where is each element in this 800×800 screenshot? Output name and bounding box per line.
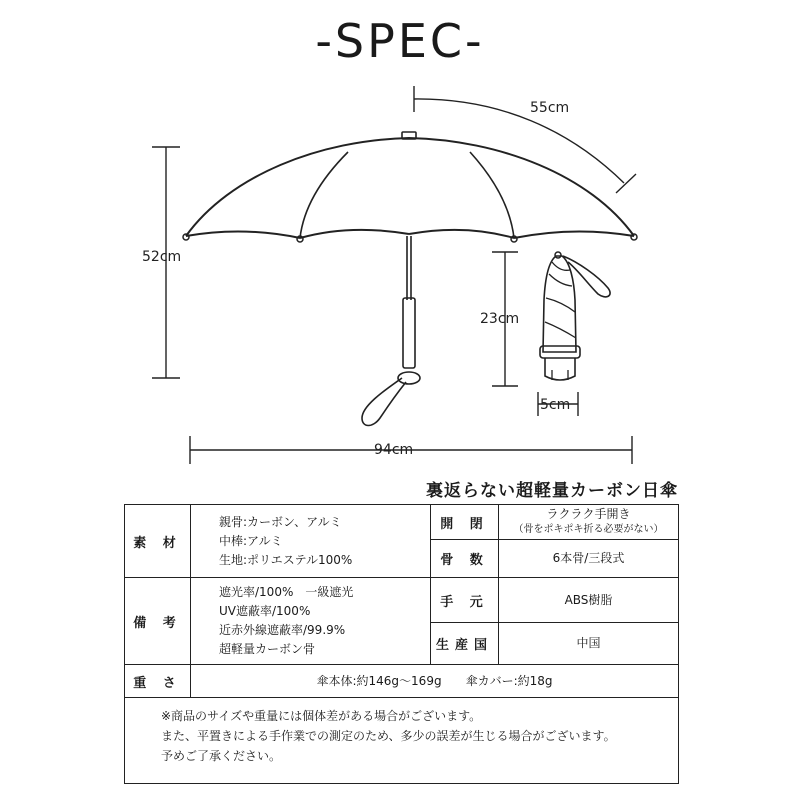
folded-width-label: 5cm	[540, 397, 571, 413]
grip-value: ABS樹脂	[499, 578, 679, 623]
material-line: 中棒:アルミ	[219, 533, 283, 548]
material-line: 生地:ポリエステル100%	[219, 552, 353, 567]
material-label: 素 材	[125, 505, 191, 578]
notes-line: 超軽量カーボン骨	[219, 642, 316, 656]
open-label: 開 閉	[431, 505, 499, 540]
canopy-bottom-mid-left	[300, 230, 409, 238]
disclaimer-line: また、平置きによる手作業での測定のため、多少の誤差が生じる場合がございます。	[161, 729, 616, 743]
open-value	[499, 505, 679, 540]
notes-value	[191, 578, 431, 665]
open-value-note: （骨をポキポキ折る必要がない）	[513, 524, 664, 535]
grip-label: 手 元	[431, 578, 499, 623]
canopy-bottom-left	[186, 231, 300, 238]
page-title: -SPEC-	[315, 14, 485, 68]
folded-handle	[545, 358, 575, 380]
material-value	[191, 505, 431, 578]
spec-table	[124, 504, 679, 784]
notes-line: UV遮蔽率/100%	[219, 604, 311, 618]
ribs-value: 6本骨/三段式	[499, 540, 679, 578]
height-dimension-label: 52cm	[142, 249, 182, 265]
notes-label: 備 考	[125, 578, 191, 665]
disclaimer-line: 予めご了承ください。	[161, 749, 282, 763]
span-dimension-label: 94cm	[374, 442, 414, 458]
weight-label: 重 さ	[125, 665, 191, 698]
product-name: 裏返らない超軽量カーボン日傘	[426, 481, 678, 501]
notes-line: 近赤外線遮蔽率/99.9%	[219, 623, 346, 637]
notes-line: 遮光率/100% 一級遮光	[219, 585, 354, 599]
open-value-main: ラクラク手開き	[546, 507, 631, 521]
wrist-strap	[362, 378, 406, 426]
folded-umbrella-body	[543, 256, 576, 352]
material-line: 親骨:カーボン、アルミ	[219, 514, 342, 529]
folded-strap	[563, 256, 610, 297]
folded-length-label: 23cm	[480, 311, 520, 327]
disclaimer	[125, 698, 679, 784]
canopy-outline	[186, 138, 634, 236]
canopy-rib-1	[300, 152, 348, 238]
weight-value: 傘本体:約146g〜169g 傘カバー:約18g	[191, 665, 679, 698]
disclaimer-line: ※商品のサイズや重量には個体差がある場合がございます。	[161, 709, 482, 723]
origin-value: 中国	[499, 623, 679, 665]
handle-grip	[403, 298, 415, 368]
ribs-label: 骨 数	[431, 540, 499, 578]
arc-dimension-label: 55cm	[530, 100, 570, 116]
canopy-bottom-mid-right	[409, 230, 514, 238]
canopy-bottom-right	[514, 231, 634, 238]
canopy-rib-2	[470, 152, 514, 238]
origin-label: 生産国	[431, 623, 499, 665]
